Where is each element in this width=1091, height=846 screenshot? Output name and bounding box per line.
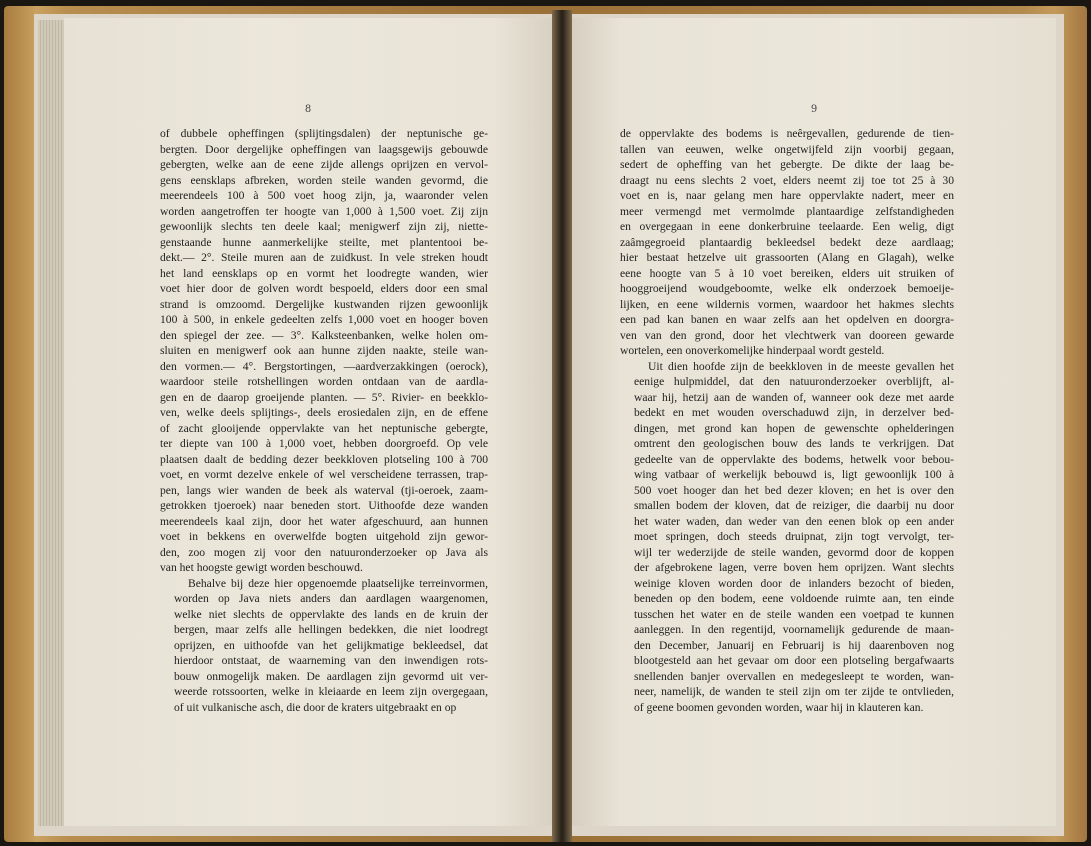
page-body-text bbox=[160, 126, 488, 715]
text-line: dingen, met grond kan hopen de gewenschte ophelderingen bbox=[634, 421, 954, 435]
page-number: 8 bbox=[304, 104, 312, 115]
text-line: bergen, maar zelfs alle hellingen bedekken, die niet loodregt bbox=[174, 623, 488, 636]
text-line: meer vermengd met vermolmde plantaardige zelfstandigheden bbox=[620, 204, 954, 218]
text-line: getrokken tjoeroek) naar beneden stort. Uithoofde deze wanden bbox=[160, 499, 488, 512]
text-line: of dubbele opheffingen (splijtingsdalen) der neptunische ge- bbox=[160, 127, 488, 140]
text-line: bouw onmogelijk maken. De aardlagen zijn gevormd uit ver- bbox=[174, 669, 488, 683]
paragraph bbox=[160, 576, 488, 716]
text-line: ven van den grond, door het vlechtwerk van dooreen gewarde bbox=[620, 328, 954, 342]
page-edges bbox=[38, 20, 64, 826]
text-line: dekt.— 2°. Steile muren aan de zuidkust. In vele streken houdt bbox=[160, 251, 488, 264]
text-line: ter diepte van 100 à 1,000 voet, hebben doorgroefd. Op vele bbox=[160, 437, 488, 450]
text-line: of geene boomen gevonden worden, waar hij in klauteren kan. bbox=[634, 700, 924, 714]
text-line: een pad kan banen en waar zelfs aan het opdelven en doorgra- bbox=[620, 313, 954, 326]
text-line: genstaande hunne aanmerkelijke steilte, met plantentooi be- bbox=[160, 235, 488, 249]
text-line: meerendeels 100 à 500 voet hoog zijn, ja, waaronder velen bbox=[160, 189, 488, 202]
text-line: het land eensklaps op en vormt het loodregte wanden, wier bbox=[160, 266, 488, 280]
text-line: voet hier door de golven wordt bespoeld, elders door een smal bbox=[160, 282, 488, 295]
text-line: gebergten, welke aan de eene zijde allengs oprijzen en vervol- bbox=[160, 158, 488, 171]
text-line: waardoor steile rotshellingen worden ontdaan van de aardla- bbox=[160, 375, 488, 388]
text-line: of uit vulkanische asch, die door de kraters uitgebraakt en op bbox=[174, 700, 457, 714]
text-line: oprijzen, en uithoofde van het gelijkmatige bekleedsel, dat bbox=[174, 638, 488, 652]
page-body-text bbox=[620, 126, 954, 715]
right-page bbox=[572, 18, 1056, 826]
text-line: welke niet slechts de oppervlakte des lands en de kruin der bbox=[174, 607, 488, 621]
text-line: blootgesteld aan het gevaar om door een plotseling bergafwaarts bbox=[634, 654, 954, 667]
text-line: worden aangetroffen ter hoogte van 1,000 à 1,500 voet. Zij zijn bbox=[160, 204, 488, 218]
text-line: hier bestaat hetzelve uit grassoorten (Alang en Glagah), welke bbox=[620, 251, 954, 264]
text-line: weinige kloven worden door de inlanders bezocht of bieden, bbox=[634, 576, 954, 590]
text-line: beneden op den bodem, eene voldoende ruimte aan, ten einde bbox=[634, 592, 954, 605]
text-line: bedekt en met wouden overschaduwd zijn, in derzelver bed- bbox=[634, 406, 954, 419]
paragraph bbox=[620, 126, 954, 359]
text-line: aanleggen. In den regentijd, voornamelijk gedurende de maan- bbox=[634, 623, 954, 636]
text-line: voet en is, naar gelang men hare oppervlakte nadert, meer en bbox=[620, 189, 954, 202]
text-line: voet, en vormt dezelve enkele of wel verscheidene terrassen, trap- bbox=[160, 468, 488, 481]
text-line: gewoonlijk slechts ten deele kaal; menigwerf zijn zij, niette- bbox=[160, 220, 488, 233]
text-line: pen, langs wier wanden de beek als waterval (tji-oeroek, zaam- bbox=[160, 483, 488, 497]
left-page bbox=[64, 18, 552, 826]
text-line: Uit dien hoofde zijn de beekkloven in de meeste gevallen het bbox=[648, 359, 954, 373]
text-line: voet in bekkens en overwelfde bogten uitgehold zijn gewor- bbox=[160, 530, 488, 543]
text-line: Behalve bij deze hier opgenoemde plaatselijke terreinvormen, bbox=[188, 576, 488, 590]
text-line: der afgebrokene lagen, verre boven hem oprijzen. Want slechts bbox=[634, 561, 954, 574]
text-line: 500 voet hooger dan het bed dezer kloven; en het is over den bbox=[634, 483, 954, 497]
text-line: worden op Java niets anders dan aardlagen waargenomen, bbox=[174, 592, 488, 605]
text-line: smallen bodem der kloven, dat de reiziger, die daarbij nu door bbox=[634, 499, 954, 512]
text-line: omtrent den geologischen bouw des lands te verkrijgen. Dat bbox=[634, 437, 954, 450]
page-number: 9 bbox=[810, 104, 818, 115]
text-line: den vormen.— 4°. Bergstortingen, —aardverzakkingen (oerock), bbox=[160, 359, 488, 373]
text-line: wortelen, een onoverkomelijke hinderpaal wordt gesteld. bbox=[620, 344, 885, 357]
text-line: snellenden banjer overvallen en medegesleept te worden, wan- bbox=[634, 669, 954, 683]
text-line: eenige hulpmiddel, dat den natuuronderzoeker overblijft, al- bbox=[634, 375, 954, 388]
text-line: de oppervlakte des bodems is neêrgevallen, gedurende de tien- bbox=[620, 127, 954, 140]
text-line: draagt nu eens slechts 2 voet, elders neemt zij toe tot 25 à 30 bbox=[620, 173, 954, 187]
text-line: moet springen, doch steeds druipnat, zijn togt vervolgt, ter- bbox=[634, 530, 954, 543]
text-line: neer, namelijk, de wanden te steil zijn om ter zijde te ontvlieden, bbox=[634, 685, 954, 698]
text-line: het water waden, dan weder van den eenen blok op een ander bbox=[634, 514, 954, 528]
text-line: tusschen het water en de steile wanden een voetpad te kunnen bbox=[634, 607, 954, 621]
text-line: weerde rotssoorten, welke in kleiaarde en leem zijn overgegaan, bbox=[174, 685, 488, 698]
text-line: van het hoogste gewigt worden beschouwd. bbox=[160, 561, 363, 574]
text-line: plaatsen daalt de bedding dezer beekkloven plotseling 100 à 700 bbox=[160, 452, 488, 466]
text-line: lijken, en eene wildernis vormen, waardoor het hakmes slechts bbox=[620, 297, 954, 311]
text-line: en overgegaan in eene donkerbruine teelaarde. Een welig, digt bbox=[620, 220, 954, 233]
text-line: hierdoor ontstaat, de waarneming van den inwendigen rots- bbox=[174, 654, 488, 667]
text-line: sedert de opheffing van het gebergte. De dikte der laag be- bbox=[620, 158, 954, 171]
book-gutter bbox=[552, 10, 572, 842]
text-line: den spiegel der zee. — 3°. Kalksteenbanken, welke holen om- bbox=[160, 328, 488, 342]
text-line: wing vatbaar of werkelijk bebouwd is, ligt gewoonlijk 100 à bbox=[634, 468, 954, 481]
text-line: ven, welke deels splijtings-, deels erosiedalen zijn, en de effene bbox=[160, 406, 488, 419]
text-line: meerendeels kaal zijn, door het water afgeschuurd, aan hunnen bbox=[160, 514, 488, 528]
text-line: den, zoo mogen zij voor den natuuronderzoeker op Java als bbox=[160, 545, 488, 559]
text-line: sluiten en menigwerf ook aan hunne zijden naakte, steile wan- bbox=[160, 344, 488, 357]
text-line: den December, Januarij en Februarij is hij daarenboven nog bbox=[634, 638, 954, 652]
text-line: wijl ter wederzijde de steile wanden, gevormd door de koppen bbox=[634, 545, 954, 559]
text-line: hooggroeijend woudgeboomte, welke elk onderzoek bemoeije- bbox=[620, 282, 954, 295]
text-line: strand is omzoomd. Dergelijke kustwanden rijzen gewoonlijk bbox=[160, 297, 488, 311]
text-line: waar hij, hetzij aan de wanden of, wanneer ook deze met aarde bbox=[634, 390, 954, 404]
paragraph bbox=[620, 359, 954, 716]
text-line: bergten. Door dergelijke opheffingen van laagsgewijs gebouwde bbox=[160, 142, 488, 156]
text-line: gen en de daarop groeijende planten. — 5°. Rivier- en beekklo- bbox=[160, 390, 488, 404]
text-line: of zacht glooijende oppervlakte van het neptunische gebergte, bbox=[160, 421, 488, 435]
text-line: eene hoogte van 5 à 10 voet bereiken, elders uit struiken of bbox=[620, 266, 954, 280]
text-line: 100 à 500, in enkele gedeelten zelfs 1,000 voet en hooger boven bbox=[160, 313, 488, 326]
text-line: gedeelte van de oppervlakte des bodems, hetwelk voor bebou- bbox=[634, 452, 954, 466]
paragraph bbox=[160, 126, 488, 576]
text-line: gens eensklaps afbreken, worden steile wanden gevormd, die bbox=[160, 173, 488, 187]
text-line: zaâmgegroeid plantaardig bekleedsel bedekt deze aardlaag; bbox=[620, 235, 954, 249]
text-line: tallen van eeuwen, welke ongetwijfeld zijn voorbij gegaan, bbox=[620, 142, 954, 156]
